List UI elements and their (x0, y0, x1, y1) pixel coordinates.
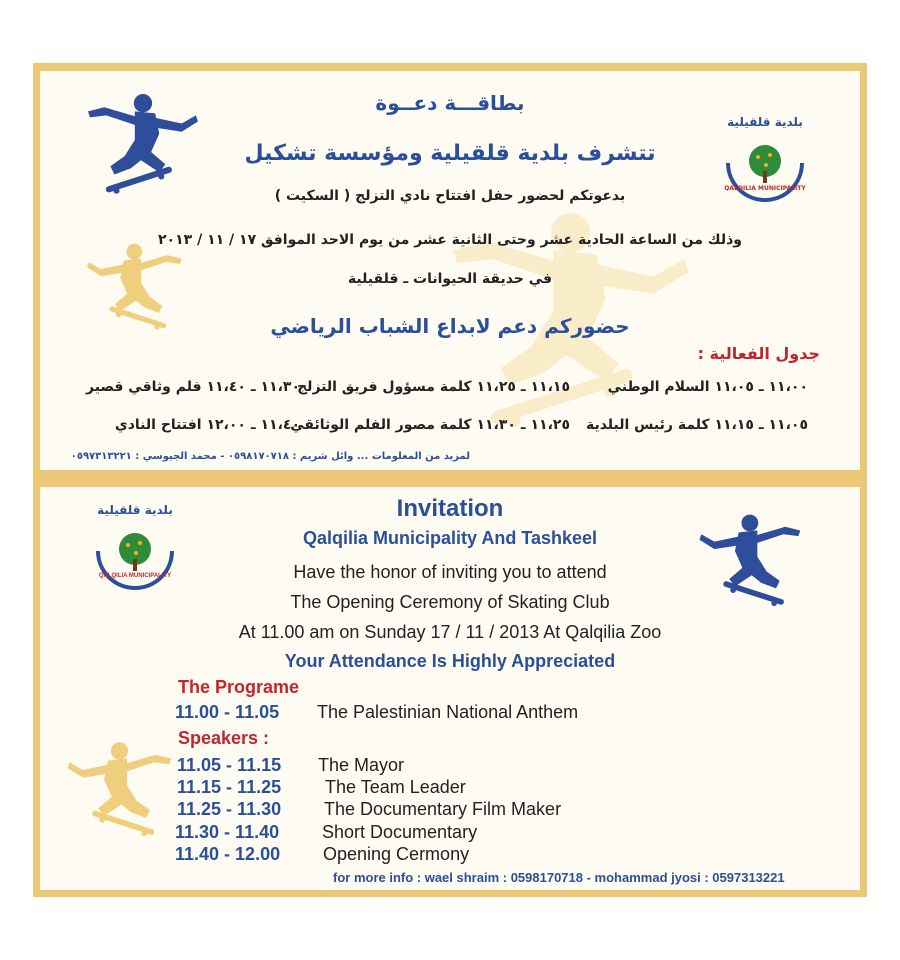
arabic-schedule-item: ١١،٠٠ ـ ١١،٠٥ السلام الوطني (607, 379, 808, 395)
arabic-schedule-item: ١١،١٥ ـ ١١،٢٥ كلمة مسؤول فريق التزلج (297, 379, 570, 395)
arabic-contact-line: لمزيد من المعلومات ... وائل شريم : ٠٥٩٨١٧٠٧١٨ - محمد الجيوسي : ٠٥٩٧٣١٣٢٢١ (70, 451, 470, 462)
arabic-hosts: تتشرف بلدية قلقيلية ومؤسسة تشكيل (244, 141, 656, 166)
arabic-place-line: في حديقة الحيوانات ـ قلقيلية (347, 271, 553, 287)
english-line-2: The Opening Ceremony of Skating Club (290, 592, 610, 612)
schedule-label: Opening Cermony (323, 844, 470, 864)
arabic-schedule-item: ١١،٢٥ ـ ١١،٣٠ كلمة مصور الفلم الوثائقي (290, 417, 570, 433)
arabic-schedule-item: ١١،٠٥ ـ ١١،١٥ كلمة رئيس البلدية (585, 417, 808, 433)
arabic-invitation-card (40, 71, 860, 470)
programe-label: The Programe (178, 677, 300, 697)
schedule-time: 11.25 - 11.30 (177, 799, 282, 819)
english-title: Invitation (396, 495, 504, 522)
schedule-label: The Documentary Film Maker (324, 799, 562, 819)
schedule-label: The Palestinian National Anthem (317, 702, 579, 722)
arabic-invite-line: بدعوتكم لحضور حفل افتتاح نادي التزلج ( السكيت ) (274, 188, 626, 204)
schedule-label: Short Documentary (322, 822, 478, 842)
schedule-time: 11.15 - 11.25 (177, 777, 282, 797)
arabic-schedule-item: ١١،٤٠ ـ ١٢،٠٠ افتتاح النادي (114, 417, 300, 433)
schedule-label: The Team Leader (325, 777, 466, 797)
logo-arabic-text: بلدية قلقيلية (97, 503, 173, 517)
english-line-1: Have the honor of inviting you to attend (293, 562, 607, 582)
schedule-time: 11.30 - 11.40 (175, 822, 280, 842)
schedule-time: 11.40 - 12.00 (175, 844, 281, 864)
arabic-time-line: وذلك من الساعة الحادية عشر وحتى الثانية عشر من يوم الاحد الموافق ١٧ / ١١ / ٢٠١٣ (158, 232, 742, 248)
logo-english-text: QALQILIA MUNICIPALITY (724, 185, 806, 192)
english-appreciation: Your Attendance Is Highly Appreciated (284, 651, 616, 671)
english-contact-line: for more info : wael shraim : 0598170718 - mohammad jyosi : 0597313221 (333, 870, 785, 885)
arabic-schedule-title: جدول الفعالية : (697, 344, 820, 363)
english-hosts: Qalqilia Municipality And Tashkeel (302, 528, 598, 548)
schedule-label: The Mayor (318, 755, 405, 775)
schedule-time: 11.00 - 11.05 (175, 702, 280, 722)
arabic-schedule-item: ١١،٣٠ ـ ١١،٤٠ فلم وثاقي قصير (86, 379, 300, 395)
arabic-card-title: بطاقـــة دعــوة (375, 91, 525, 115)
english-line-3: At 11.00 am on Sunday 17 / 11 / 2013 At Qalqilia Zoo (238, 622, 662, 642)
english-invitation-card (40, 487, 860, 890)
logo-arabic-text: بلدية قلقيلية (727, 115, 803, 129)
arabic-support-line: حضوركم دعم لابداع الشباب الرياضي (270, 314, 630, 338)
logo-english-text: QALQILIA MUNICIPALITY (98, 573, 172, 579)
schedule-time: 11.05 - 11.15 (177, 755, 282, 775)
speakers-label: Speakers : (178, 728, 270, 748)
gold-skater-icon (60, 719, 175, 869)
